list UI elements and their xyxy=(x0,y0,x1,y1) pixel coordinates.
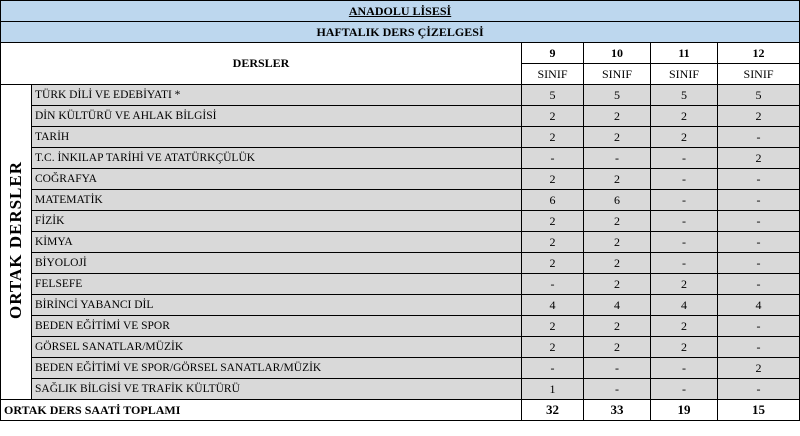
table-row xyxy=(1,379,800,400)
table-row xyxy=(1,274,800,295)
hours-cell: - xyxy=(651,190,718,211)
hours-cell: 5 xyxy=(651,85,718,106)
sinif-label: SINIF xyxy=(522,64,584,85)
hours-cell: 2 xyxy=(718,106,800,127)
subject-name: BEDEN EĞİTİMİ VE SPOR xyxy=(32,316,522,337)
hours-cell: 2 xyxy=(651,337,718,358)
hours-cell: 2 xyxy=(718,358,800,379)
hours-cell: - xyxy=(584,358,651,379)
hours-cell: - xyxy=(522,274,584,295)
sinif-label: SINIF xyxy=(584,64,651,85)
subject-name: KİMYA xyxy=(32,232,522,253)
grade-header-12: 12 xyxy=(718,43,800,64)
hours-cell: 2 xyxy=(522,211,584,232)
hours-cell: 1 xyxy=(522,379,584,400)
total-row xyxy=(1,400,800,421)
table-row xyxy=(1,127,800,148)
hours-cell: - xyxy=(651,169,718,190)
hours-cell: - xyxy=(584,148,651,169)
hours-cell: - xyxy=(651,148,718,169)
subject-name: BİYOLOJİ xyxy=(32,253,522,274)
hours-cell: 2 xyxy=(584,211,651,232)
subject-name: TÜRK DİLİ VE EDEBİYATI * xyxy=(32,85,522,106)
hours-cell: - xyxy=(718,127,800,148)
hours-cell: 2 xyxy=(584,337,651,358)
hours-cell: - xyxy=(718,211,800,232)
grade-header-10: 10 xyxy=(584,43,651,64)
hours-cell: 2 xyxy=(584,106,651,127)
table-row xyxy=(1,211,800,232)
hours-cell: - xyxy=(522,358,584,379)
hours-cell: - xyxy=(651,379,718,400)
table-row xyxy=(1,358,800,379)
hours-cell: - xyxy=(718,190,800,211)
hours-cell: 2 xyxy=(584,253,651,274)
header-grade-row xyxy=(1,43,800,64)
dersler-header: DERSLER xyxy=(1,43,522,85)
subject-name: FELSEFE xyxy=(32,274,522,295)
subject-name: GÖRSEL SANATLAR/MÜZİK xyxy=(32,337,522,358)
hours-cell: - xyxy=(522,148,584,169)
grade-header-9: 9 xyxy=(522,43,584,64)
hours-cell: 2 xyxy=(522,316,584,337)
table-row xyxy=(1,295,800,316)
hours-cell: 2 xyxy=(651,274,718,295)
table-row xyxy=(1,148,800,169)
table-row xyxy=(1,232,800,253)
sinif-label: SINIF xyxy=(718,64,800,85)
hours-cell: - xyxy=(651,211,718,232)
hours-cell: 6 xyxy=(522,190,584,211)
hours-cell: 4 xyxy=(522,295,584,316)
hours-cell: 2 xyxy=(522,106,584,127)
subject-name: DİN KÜLTÜRÜ VE AHLAK BİLGİSİ xyxy=(32,106,522,127)
total-value: 19 xyxy=(651,400,718,421)
hours-cell: 2 xyxy=(584,232,651,253)
total-label: ORTAK DERS SAATİ TOPLAMI xyxy=(1,400,522,421)
subject-name: FİZİK xyxy=(32,211,522,232)
sinif-label: SINIF xyxy=(651,64,718,85)
subject-name: MATEMATİK xyxy=(32,190,522,211)
hours-cell: 2 xyxy=(584,316,651,337)
hours-cell: 5 xyxy=(584,85,651,106)
hours-cell: 2 xyxy=(522,337,584,358)
hours-cell: - xyxy=(584,379,651,400)
hours-cell: 2 xyxy=(651,106,718,127)
hours-cell: 5 xyxy=(522,85,584,106)
hours-cell: - xyxy=(718,253,800,274)
hours-cell: 4 xyxy=(651,295,718,316)
hours-cell: - xyxy=(718,379,800,400)
table-row xyxy=(1,253,800,274)
table-row xyxy=(1,337,800,358)
subject-name: COĞRAFYA xyxy=(32,169,522,190)
total-value: 32 xyxy=(522,400,584,421)
grade-header-11: 11 xyxy=(651,43,718,64)
subject-name: T.C. İNKILAP TARİHİ VE ATATÜRKÇÜLÜK xyxy=(32,148,522,169)
hours-cell: 5 xyxy=(718,85,800,106)
hours-cell: - xyxy=(718,169,800,190)
hours-cell: - xyxy=(718,337,800,358)
hours-cell: - xyxy=(718,232,800,253)
page-subtitle: HAFTALIK DERS ÇİZELGESİ xyxy=(1,22,800,43)
hours-cell: 4 xyxy=(718,295,800,316)
hours-cell: - xyxy=(651,358,718,379)
title-row xyxy=(1,1,800,22)
hours-cell: 2 xyxy=(584,127,651,148)
hours-cell: 2 xyxy=(584,169,651,190)
hours-cell: 2 xyxy=(522,169,584,190)
subject-name: BEDEN EĞİTİMİ VE SPOR/GÖRSEL SANATLAR/MÜZİK xyxy=(32,358,522,379)
table-row xyxy=(1,169,800,190)
side-label: ORTAK DERSLER xyxy=(6,160,25,320)
table-row xyxy=(1,106,800,127)
hours-cell: 2 xyxy=(522,253,584,274)
subtitle-row xyxy=(1,22,800,43)
hours-cell: 2 xyxy=(651,127,718,148)
hours-cell: 2 xyxy=(584,274,651,295)
side-label-cell xyxy=(1,85,32,400)
subject-name: SAĞLIK BİLGİSİ VE TRAFİK KÜLTÜRÜ xyxy=(32,379,522,400)
total-value: 15 xyxy=(718,400,800,421)
hours-cell: - xyxy=(718,274,800,295)
hours-cell: - xyxy=(651,232,718,253)
hours-cell: - xyxy=(651,253,718,274)
table-row xyxy=(1,190,800,211)
hours-cell: 2 xyxy=(522,127,584,148)
page-title: ANADOLU LİSESİ xyxy=(1,1,800,22)
hours-cell: 2 xyxy=(522,232,584,253)
hours-cell: 2 xyxy=(651,316,718,337)
hours-cell: 6 xyxy=(584,190,651,211)
table-row xyxy=(1,85,800,106)
hours-cell: 4 xyxy=(584,295,651,316)
subject-name: TARİH xyxy=(32,127,522,148)
total-value: 33 xyxy=(584,400,651,421)
hours-cell: - xyxy=(718,316,800,337)
hours-cell: 2 xyxy=(718,148,800,169)
table-row xyxy=(1,316,800,337)
subject-name: BİRİNCİ YABANCI DİL xyxy=(32,295,522,316)
